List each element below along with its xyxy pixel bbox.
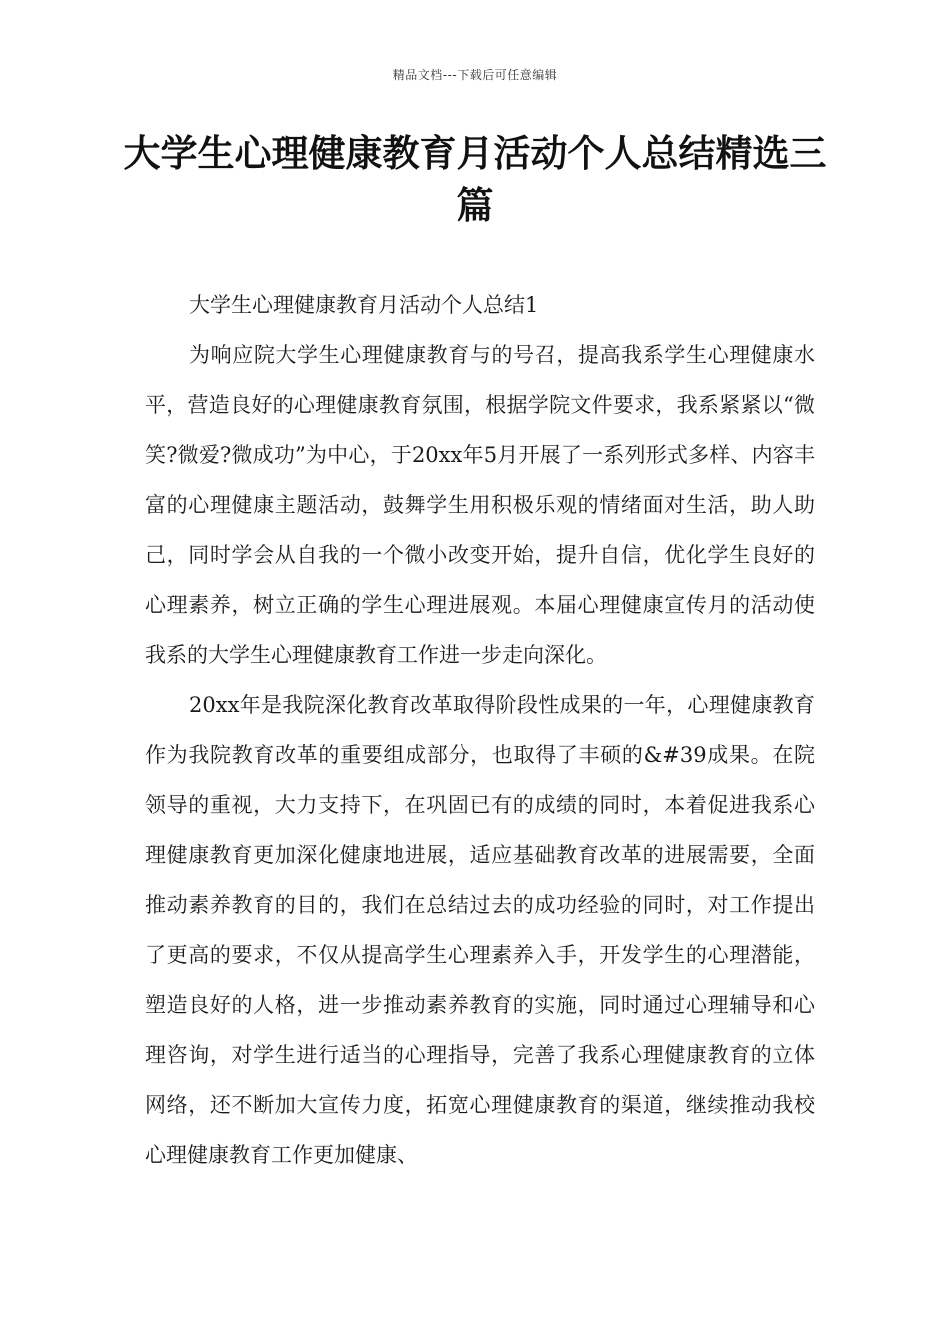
paragraph: 为响应院大学生心理健康教育与的号召，提高我系学生心理健康水平，营造良好的心理健康教育氛围，根据学院文件要求，我系紧紧以“微笑?微爱?微成功”为中心，于20xx年5月开展了一系列形式多样、内容丰富的心理健康主题活动，鼓舞学生用积极乐观的情绪面对生活，助人助己，同时学会从自我的一个微小改变开始，提升自信，优化学生良好的心理素养，树立正确的学生心理进展观。本届心理健康宣传月的活动使我系的大学生心理健康教育工作进一步走向深化。 [145,343,815,667]
document-title: 大学生心理健康教育月活动个人总结精选三篇 [123,132,827,227]
paragraph: 20xx年是我院深化教育改革取得阶段性成果的一年，心理健康教育作为我院教育改革的重要组成部分，也取得了丰硕的&#39成果。在院领导的重视，大力支持下，在巩固已有的成绩的同时，本着促进我系心理健康教育更加深化健康地进展，适应基础教育改革的进展需要，全面推动素养教育的目的，我们在总结过去的成功经验的同时，对工作提出了更高的要求，不仅从提高学生心理素养入手，开发学生的心理潜能，塑造良好的人格，进一步推动素养教育的实施，同时通过心理辅导和心理咨询，对学生进行适当的心理指导，完善了我系心理健康教育的立体网络，还不断加大宣传力度，拓宽心理健康教育的渠道，继续推动我校心理健康教育工作更加健康、 [145,693,815,1167]
document-body [145,280,815,1180]
section-heading: 大学生心理健康教育月活动个人总结1 [189,293,539,317]
header-note: 精品文档---下载后可任意编辑 [392,68,558,82]
